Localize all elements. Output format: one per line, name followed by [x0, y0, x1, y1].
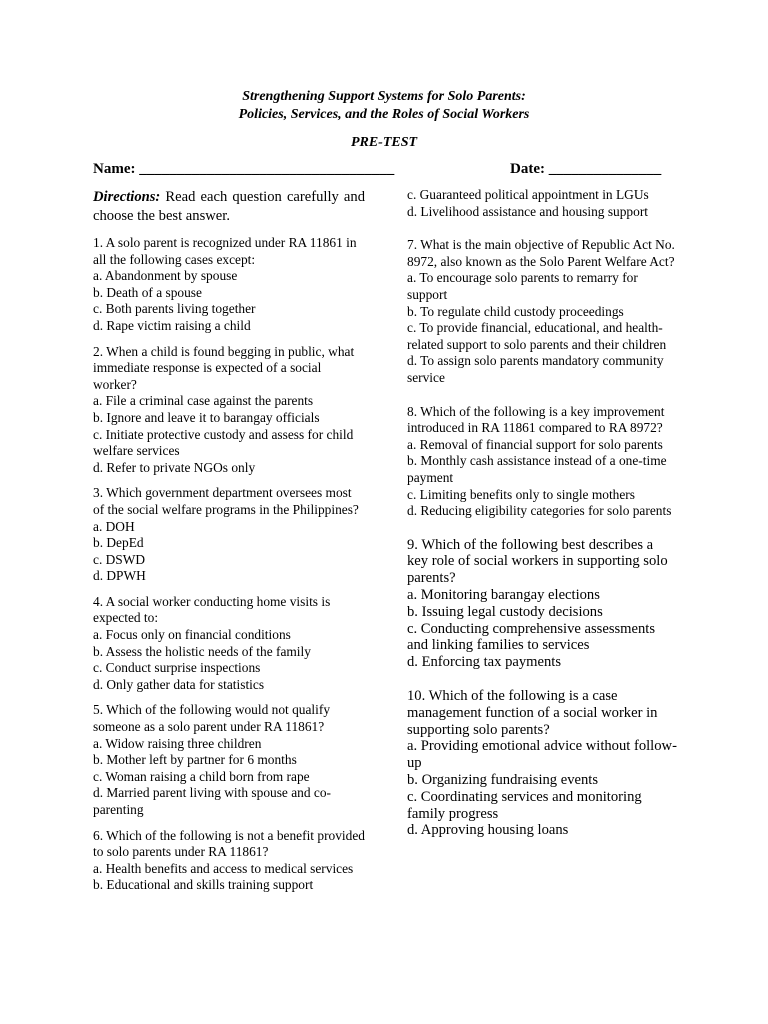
option: b. Educational and skills training support — [93, 877, 314, 893]
directions-text: Read each question carefully and choose the best answer. — [93, 189, 365, 224]
date-field: Date: _______________ — [510, 161, 662, 177]
question-10 — [407, 688, 677, 839]
question-3 — [93, 485, 365, 585]
pretest-heading: PRE-TEST — [350, 135, 418, 150]
right-column — [407, 187, 677, 856]
option: d. DPWH — [93, 568, 146, 584]
option: b. DepEd — [93, 535, 144, 551]
question-text: 8. Which of the following is a key improvement introduced in RA 11861 compared to RA 8972? — [407, 403, 665, 436]
question-2 — [93, 344, 365, 477]
name-field: Name: __________________________________ — [93, 161, 395, 177]
question-text: 1. A solo parent is recognized under RA 11861 in all the following cases except: — [93, 235, 357, 267]
title-line-1: Strengthening Support Systems for Solo Parents: — [242, 89, 526, 104]
option: c. Both parents living together — [93, 301, 256, 317]
option: d. Only gather data for statistics — [93, 676, 265, 692]
option: b. Ignore and leave it to barangay officials — [93, 409, 320, 425]
option: d. Enforcing tax payments — [407, 654, 562, 671]
option: a. DOH — [93, 518, 135, 534]
question-text: 9. Which of the following best describes a key role of social workers in supporting solo parents? — [407, 536, 668, 587]
option: b. Assess the holistic needs of the family — [93, 643, 311, 659]
question-text: 4. A social worker conducting home visits is expected to: — [93, 593, 331, 626]
option: a. File a criminal case against the parents — [93, 393, 314, 409]
question-text: 6. Which of the following is not a benefit provided to solo parents under RA 11861? — [93, 827, 365, 860]
option: d. To assign solo parents mandatory community service — [407, 353, 664, 385]
option: b. Monthly cash assistance instead of a one-time payment — [407, 453, 667, 485]
question-9 — [407, 537, 677, 671]
option: c. Initiate protective custody and assess for child welfare services — [93, 426, 354, 459]
option: d. Reducing eligibility categories for solo parents — [407, 503, 672, 519]
question-7 — [407, 237, 677, 386]
option: a. Abandonment by spouse — [93, 268, 238, 284]
directions — [93, 188, 365, 226]
option: b. Issuing legal custody decisions — [407, 603, 603, 620]
title-line-2: Policies, Services, and the Roles of Social Workers — [238, 107, 530, 122]
question-8 — [407, 404, 677, 520]
option: b. Mother left by partner for 6 months — [93, 752, 297, 768]
question-1 — [93, 235, 365, 335]
option: d. Approving housing loans — [407, 822, 569, 839]
left-column — [93, 188, 365, 903]
option: a. Widow raising three children — [93, 735, 262, 751]
option: c. To provide financial, educational, and health-related support to solo parents and their children — [407, 320, 667, 352]
option: a. Focus only on financial conditions — [93, 627, 291, 643]
question-6 — [93, 828, 365, 894]
question-4 — [93, 594, 365, 694]
option: d. Rape victim raising a child — [93, 317, 251, 333]
question-text: 5. Which of the following would not qualify someone as a solo parent under RA 11861? — [93, 702, 331, 735]
option: c. Conducting comprehensive assessments and linking families to services — [407, 620, 656, 654]
option: a. To encourage solo parents to remarry for support — [407, 270, 638, 302]
option: d. Married parent living with spouse and co-parenting — [93, 785, 331, 817]
option: b. Organizing fundraising events — [407, 772, 599, 789]
option: d. Refer to private NGOs only — [93, 459, 256, 475]
option: a. Monitoring barangay elections — [407, 587, 600, 604]
option: a. Providing emotional advice without follow-up — [407, 738, 677, 772]
option: c. DSWD — [93, 551, 146, 567]
option: d. Livelihood assistance and housing support — [407, 203, 648, 219]
option: c. Limiting benefits only to single mothers — [407, 486, 635, 502]
question-text: 2. When a child is found begging in public, what immediate response is expected of a social worker? — [93, 343, 355, 392]
option: c. Guaranteed political appointment in LGUs — [407, 187, 649, 202]
directions-label: Directions: — [93, 189, 161, 205]
option: c. Conduct surprise inspections — [93, 660, 261, 676]
question-5 — [93, 702, 365, 818]
question-6-continued — [407, 187, 677, 220]
option: b. Death of a spouse — [93, 284, 202, 300]
option: b. To regulate child custody proceedings — [407, 303, 624, 319]
option: a. Health benefits and access to medical services — [93, 860, 354, 876]
question-text: 7. What is the main objective of Republic Act No. 8972, also known as the Solo Parent Welfare Act? — [407, 237, 675, 269]
question-text: 10. Which of the following is a case management function of a social worker in supporting solo parents? — [407, 688, 658, 738]
option: a. Removal of financial support for solo parents — [407, 436, 663, 452]
option: c. Woman raising a child born from rape — [93, 768, 310, 784]
question-text: 3. Which government department oversees most of the social welfare programs in the Philippines? — [93, 485, 359, 517]
option: c. Coordinating services and monitoring family progress — [407, 788, 642, 822]
